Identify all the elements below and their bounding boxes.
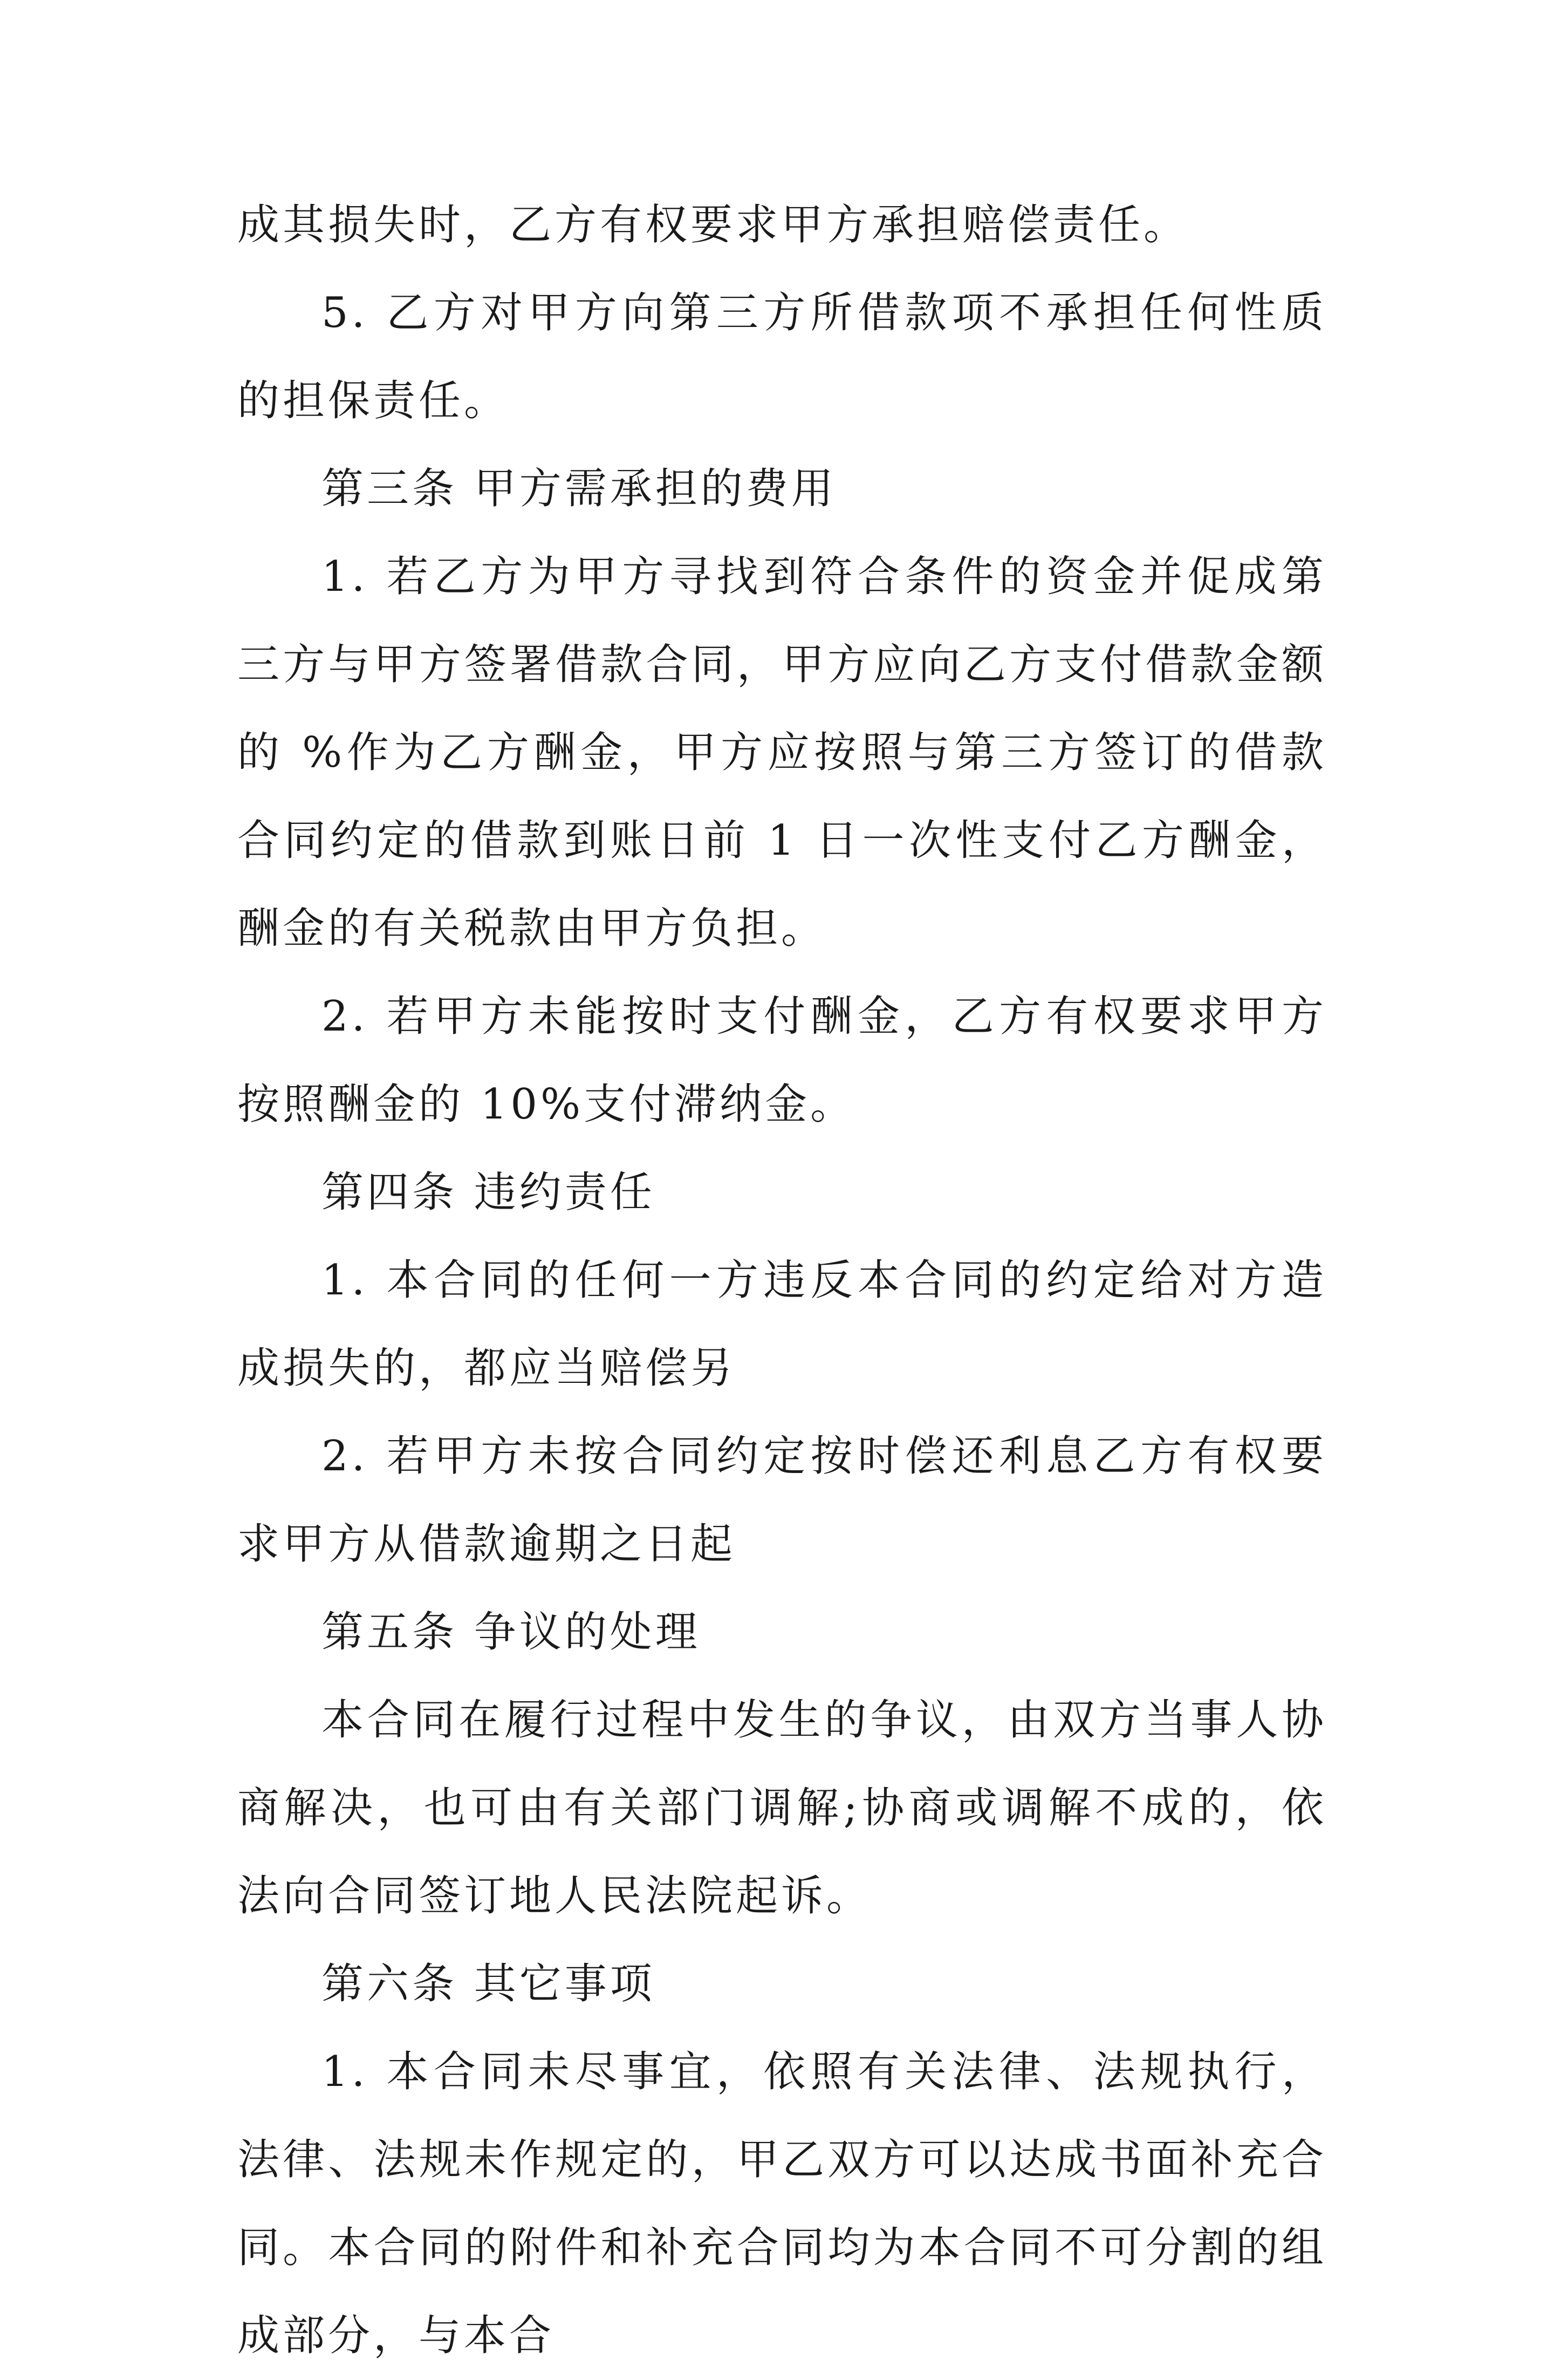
article-4-heading: 第四条 违约责任 (321, 1168, 655, 1217)
clause-3-item-1: 1. 若乙方为甲方寻找到符合条件的资金并促成第三方与甲方签署借款合同，甲方应向乙方支付借款金额的 %作为乙方酬金，甲方应按照与第三方签订的借款合同约定的借款到账日前 1 日一次性支付乙方酬金，酬金的有关税款由甲方负担。 (237, 553, 1327, 953)
article-6-heading: 第六条 其它事项 (321, 1960, 655, 2008)
clause-2-item-5: 5. 乙方对甲方向第三方所借款项不承担任何性质的担保责任。 (237, 289, 1327, 425)
paragraph-continuation: 成其损失时，乙方有权要求甲方承担赔偿责任。 (237, 201, 1189, 249)
clause-5-body: 本合同在履行过程中发生的争议，由双方当事人协商解决，也可由有关部门调解;协商或调解不成的，依法向合同签订地人民法院起诉。 (237, 1696, 1327, 1920)
clause-6-item-1: 1. 本合同未尽事宜，依照有关法律、法规执行，法律、法规未作规定的，甲乙双方可以达成书面补充合同。本合同的附件和补充合同均为本合同不可分割的组成部分，与本合 (237, 2048, 1327, 2360)
clause-4-item-2: 2. 若甲方未按合同约定按时偿还利息乙方有权要求甲方从借款逾期之日起 (237, 1432, 1327, 1569)
article-5-heading: 第五条 争议的处理 (321, 1608, 701, 1656)
clause-3-item-2: 2. 若甲方未能按时支付酬金，乙方有权要求甲方按照酬金的 10%支付滞纳金。 (237, 992, 1327, 1129)
clause-4-item-1: 1. 本合同的任何一方违反本合同的约定给对方造成损失的，都应当赔偿另 (237, 1256, 1327, 1393)
document-body (237, 181, 1327, 2380)
article-3-heading: 第三条 甲方需承担的费用 (321, 465, 837, 513)
